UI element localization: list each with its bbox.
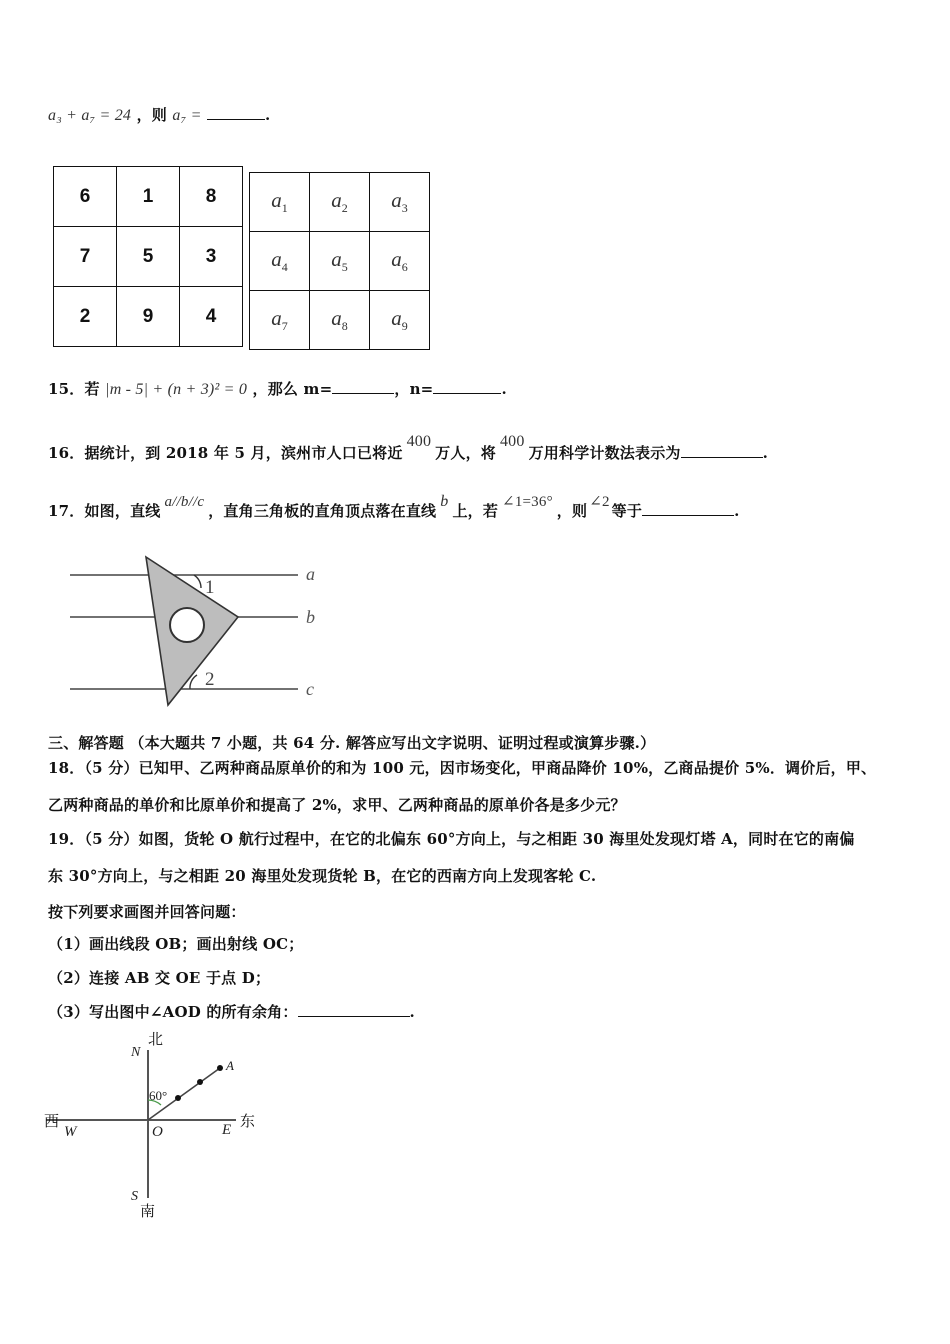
- sequence-line: [48, 104, 270, 125]
- question-text: 万人，将: [435, 444, 496, 462]
- math-expression: a//b//c: [164, 494, 205, 510]
- question-19-sub-2: （2）连接 AB 交 OE 于点 D；: [48, 969, 271, 987]
- N-label: N: [131, 1045, 141, 1060]
- answer-blank-m: [332, 379, 394, 394]
- number-value: 400: [499, 433, 525, 450]
- point-dot: [175, 1095, 181, 1101]
- table-cell: $a_9$: [370, 291, 430, 350]
- symbol-grid-table: [249, 172, 430, 350]
- angle-60-label: 60°: [149, 1088, 168, 1103]
- answer-blank: [298, 1002, 410, 1017]
- table-cell: 1: [117, 167, 180, 227]
- magic-square-table: [53, 166, 243, 347]
- question-text: ，直角三角板的直角顶点落在直线: [208, 502, 437, 520]
- question-18-line-1: 18．（5 分）已知甲、乙两种商品原单价的和为 100 元，因市场变化，甲商品降价 10%，乙商品提价 5%．调价后，甲、: [48, 759, 877, 777]
- point-A-dot: [217, 1065, 223, 1071]
- line-c-label: c: [306, 679, 314, 699]
- question-number: 15．若: [48, 380, 100, 398]
- table-cell: $a_1$: [250, 173, 310, 232]
- table-cell: 3: [180, 227, 243, 287]
- question-19-line-2: 东 30°方向上，与之相距 20 海里处发现货轮 B，在它的西南方向上发现客轮 C.: [48, 867, 597, 885]
- period: .: [501, 380, 507, 398]
- period: .: [734, 502, 740, 520]
- table-cell: 5: [117, 227, 180, 287]
- section-heading: 三、解答题 （本大题共 7 小题，共 64 分. 解答应写出文字说明、证明过程或演算步骤.）: [48, 734, 656, 752]
- sequence-then: ，则: [136, 106, 167, 124]
- table-cell: $a_3$: [370, 173, 430, 232]
- sequence-expression: a₃ + a₇ = 24: [48, 107, 132, 124]
- A-label: A: [226, 1058, 234, 1073]
- table-cell: 4: [180, 287, 243, 347]
- table-cell: 2: [54, 287, 117, 347]
- math-expression: ∠2: [589, 494, 610, 510]
- question-19-sub-1: （1）画出线段 OB；画出射线 OC；: [48, 935, 304, 953]
- table-cell: 8: [180, 167, 243, 227]
- equation: |m - 5| + (n + 3)² = 0: [105, 381, 248, 398]
- number-value: 400: [406, 433, 432, 450]
- table-cell: $a_2$: [310, 173, 370, 232]
- line-b-label: b: [306, 607, 315, 627]
- question-15: [48, 378, 507, 399]
- origin-label: O: [152, 1124, 163, 1140]
- question-text: 万用科学计数法表示为: [528, 444, 681, 462]
- sequence-answer-label: a₇ =: [172, 107, 202, 124]
- table-cell: 9: [117, 287, 180, 347]
- question-text: ，则: [556, 502, 588, 520]
- ruler-hole: [170, 608, 204, 642]
- table-cell: $a_7$: [250, 291, 310, 350]
- table-cell: $a_4$: [250, 232, 310, 291]
- question-text: 16．据统计，到 2018 年 5 月，滨州市人口已将近: [48, 444, 403, 462]
- table-cell: $a_8$: [310, 291, 370, 350]
- math-expression: b: [440, 493, 449, 510]
- answer-blank: [642, 501, 734, 516]
- question-17: [48, 493, 740, 521]
- question-text: 等于: [611, 502, 643, 520]
- line-a-label: a: [306, 564, 315, 584]
- triangle-parallel-lines-figure: [60, 548, 330, 708]
- east-label: 东: [240, 1114, 256, 1130]
- angle-2-label: 2: [205, 669, 215, 690]
- question-16: [48, 433, 769, 463]
- question-19-sub-3: [48, 1001, 415, 1022]
- answer-blank: [207, 105, 265, 120]
- math-expression: ∠1=36°: [502, 494, 553, 510]
- question-19-instruction: 按下列要求画图并回答问题：: [48, 903, 246, 921]
- compass-figure: [40, 1028, 280, 1224]
- answer-blank: [681, 443, 763, 458]
- question-text: ，n=: [394, 380, 434, 398]
- angle-1-label: 1: [205, 577, 215, 598]
- question-19-line-1: 19．（5 分）如图，货轮 O 航行过程中，在它的北偏东 60°方向上，与之相距 30 海里处发现灯塔 A，同时在它的南偏: [48, 830, 855, 848]
- answer-blank-n: [433, 379, 501, 394]
- west-label: 西: [44, 1114, 60, 1130]
- question-text: 上，若: [452, 502, 499, 520]
- table-cell: $a_6$: [370, 232, 430, 291]
- table-cell: 7: [54, 227, 117, 287]
- period: .: [409, 1003, 415, 1021]
- south-label: 南: [140, 1204, 156, 1220]
- E-label: E: [222, 1122, 232, 1138]
- period: .: [265, 106, 271, 124]
- table-cell: $a_5$: [310, 232, 370, 291]
- question-text: 17．如图，直线: [48, 502, 161, 520]
- question-text: （3）写出图中∠AOD 的所有余角：: [48, 1003, 298, 1021]
- question-text: ，那么 m=: [252, 380, 333, 398]
- angle-1-arc: [194, 575, 201, 588]
- S-label: S: [131, 1189, 138, 1204]
- period: .: [762, 444, 769, 462]
- point-dot: [197, 1079, 203, 1085]
- north-label: 北: [148, 1032, 164, 1048]
- table-cell: 6: [54, 167, 117, 227]
- question-18-line-2: 乙两种商品的单价和比原单价和提高了 2%，求甲、乙两种商品的原单价各是多少元？: [48, 796, 626, 814]
- W-label: W: [64, 1124, 77, 1140]
